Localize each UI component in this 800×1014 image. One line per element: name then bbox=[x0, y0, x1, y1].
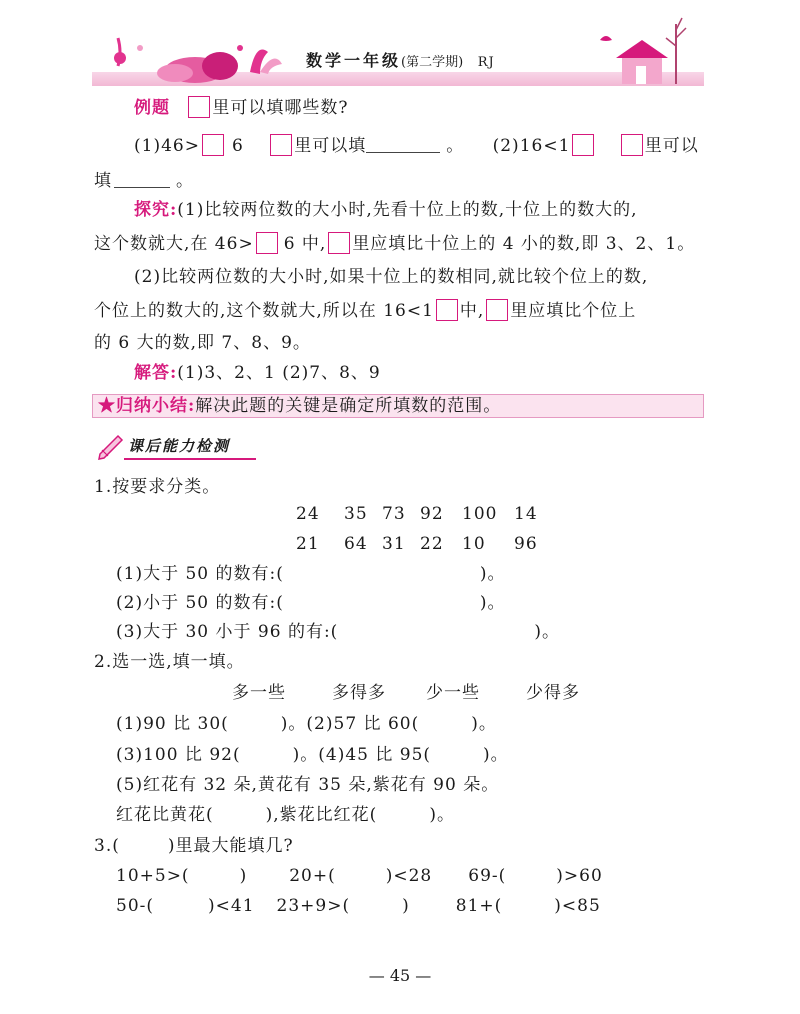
q2-line1 bbox=[116, 713, 497, 735]
example-question-line1 bbox=[134, 134, 706, 157]
q1-sub2 bbox=[116, 592, 506, 614]
q2-text: )。 bbox=[483, 745, 509, 765]
q1-prefix: (1)46> bbox=[134, 136, 200, 156]
header-house-decoration bbox=[592, 14, 700, 86]
header-term: (第二学期) bbox=[401, 55, 464, 70]
q2-line2 bbox=[116, 744, 509, 766]
close-paren: )。 bbox=[479, 593, 506, 613]
q2-text: )。(4)45 比 95( bbox=[292, 745, 432, 765]
q2-options bbox=[232, 682, 580, 704]
explore-label: 探究: bbox=[134, 200, 178, 220]
q1-number-row1 bbox=[296, 503, 538, 525]
answer-box bbox=[572, 134, 594, 156]
q2-text: 里可以 bbox=[644, 136, 699, 156]
q1-sub1 bbox=[116, 563, 506, 585]
option: 少得多 bbox=[526, 683, 580, 703]
equation: )<41 bbox=[208, 896, 255, 916]
section-underline bbox=[124, 458, 256, 460]
option: 多一些 bbox=[232, 683, 286, 703]
explore-text: 这个数就大,在 46> bbox=[94, 234, 254, 254]
q2-text: )。 bbox=[429, 805, 455, 825]
explore-line4 bbox=[94, 299, 636, 322]
number: 14 bbox=[514, 504, 538, 524]
number: 10 bbox=[462, 534, 486, 554]
example-question: 里可以填哪些数? bbox=[212, 98, 349, 118]
q3-row1 bbox=[116, 865, 603, 887]
q2-text: )。(2)57 比 60( bbox=[280, 714, 420, 734]
answer-box bbox=[270, 134, 292, 156]
q2-text: ),紫花比红花( bbox=[265, 805, 378, 825]
equation: )<85 bbox=[554, 896, 601, 916]
answer-box bbox=[202, 134, 224, 156]
q3-row2 bbox=[116, 895, 601, 917]
close-paren: )。 bbox=[479, 564, 506, 584]
answer-blank bbox=[366, 152, 440, 153]
sub-text: (1)大于 50 的数有:( bbox=[116, 564, 284, 584]
q1-digit: 6 bbox=[231, 136, 244, 156]
q1-number-row2 bbox=[296, 533, 538, 555]
number: 24 bbox=[296, 504, 320, 524]
equation: 23+9>( bbox=[276, 896, 351, 916]
explore-text: 中, bbox=[459, 301, 485, 321]
explore-text: (2)比较两位数的大小时,如果十位上的数相同,就比较个位上的数, bbox=[134, 267, 649, 287]
number: 35 bbox=[344, 504, 368, 524]
equation: 20+( bbox=[289, 866, 336, 886]
number: 31 bbox=[382, 534, 406, 554]
q3-text: 3.( bbox=[94, 836, 120, 856]
answer-box bbox=[486, 299, 508, 321]
q1-sub3 bbox=[116, 621, 560, 643]
number: 96 bbox=[514, 534, 538, 554]
explore-line3 bbox=[134, 266, 648, 288]
option: 少一些 bbox=[426, 683, 480, 703]
equation: 50-( bbox=[116, 896, 155, 916]
answer-box bbox=[188, 96, 210, 118]
q1-text: 里可以填 bbox=[294, 136, 367, 156]
answer-box bbox=[328, 232, 350, 254]
close-paren: )。 bbox=[534, 622, 560, 642]
q2-text: (1)90 比 30( bbox=[116, 714, 229, 734]
header-title-text: 数学一年级 bbox=[306, 51, 402, 70]
q2-text: 红花比黄花( bbox=[116, 805, 214, 825]
header-title bbox=[306, 50, 495, 74]
q1-title: 1.按要求分类。 bbox=[94, 477, 221, 497]
q2-line4 bbox=[116, 804, 455, 826]
number: 22 bbox=[420, 534, 444, 554]
number: 73 bbox=[382, 504, 406, 524]
summary-text: 解决此题的关键是确定所填数的范围。 bbox=[195, 396, 502, 416]
q3-text: )里最大能填几? bbox=[167, 836, 294, 856]
number: 92 bbox=[420, 504, 444, 524]
number: 100 bbox=[462, 504, 498, 524]
answer-label: 解答: bbox=[134, 363, 178, 383]
sub-text: (3)大于 30 小于 96 的有:( bbox=[116, 622, 339, 642]
example-label: 例题 bbox=[134, 98, 170, 118]
equation: 81+( bbox=[455, 896, 503, 916]
q2-line3: (5)红花有 32 朵,黄花有 35 朵,紫花有 90 朵。 bbox=[116, 775, 500, 795]
option: 多得多 bbox=[332, 683, 386, 703]
equation: ) bbox=[402, 896, 410, 916]
period: 。 bbox=[446, 136, 465, 156]
explore-text: (1)比较两位数的大小时,先看十位上的数,十位上的数大的, bbox=[177, 200, 638, 220]
explore-text: 个位上的数大的,这个数就大,所以在 16<1 bbox=[94, 301, 434, 321]
page-number: — 45 — bbox=[368, 966, 432, 985]
answer-box bbox=[436, 299, 458, 321]
example-question-line2 bbox=[94, 170, 194, 192]
explore-text: 里应填比个位上 bbox=[510, 301, 637, 321]
line2-start: 填 bbox=[94, 171, 112, 191]
sub-text: (2)小于 50 的数有:( bbox=[116, 593, 284, 613]
explore-line5 bbox=[94, 332, 311, 354]
answer-box bbox=[621, 134, 643, 156]
explore-text: 的 6 大的数,即 7、8、9。 bbox=[94, 333, 311, 353]
summary-line bbox=[98, 395, 501, 417]
explore-text: 里应填比十位上的 4 小的数,即 3、2、1。 bbox=[352, 234, 696, 254]
explore-line1 bbox=[134, 199, 638, 221]
summary-label: ★归纳小结: bbox=[98, 396, 196, 416]
q2-text: (3)100 比 92( bbox=[116, 745, 241, 765]
example-line bbox=[134, 96, 349, 119]
equation: ) bbox=[239, 866, 248, 886]
equation: 69-( bbox=[468, 866, 507, 886]
answer-text: (1)3、2、1 (2)7、8、9 bbox=[177, 363, 381, 383]
q2-title: 2.选一选,填一填。 bbox=[94, 652, 245, 672]
header-flower-decoration bbox=[100, 18, 290, 84]
answer-blank bbox=[114, 187, 170, 188]
equation: 10+5>( bbox=[116, 866, 190, 886]
q3-title bbox=[94, 835, 294, 857]
number: 21 bbox=[296, 534, 320, 554]
period: 。 bbox=[176, 171, 194, 191]
answer-box bbox=[256, 232, 278, 254]
q2-text: )。 bbox=[471, 714, 497, 734]
section-title: 课后能力检测 bbox=[128, 437, 231, 455]
explore-line2 bbox=[94, 232, 695, 255]
explore-text: 6 中, bbox=[283, 234, 327, 254]
answer-line bbox=[134, 362, 381, 384]
equation: )>60 bbox=[556, 866, 603, 886]
equation: )<28 bbox=[385, 866, 433, 886]
q2-prefix: (2)16<1 bbox=[492, 136, 571, 156]
number: 64 bbox=[344, 534, 368, 554]
pencil-icon bbox=[96, 430, 126, 460]
header-edition: RJ bbox=[477, 55, 495, 70]
